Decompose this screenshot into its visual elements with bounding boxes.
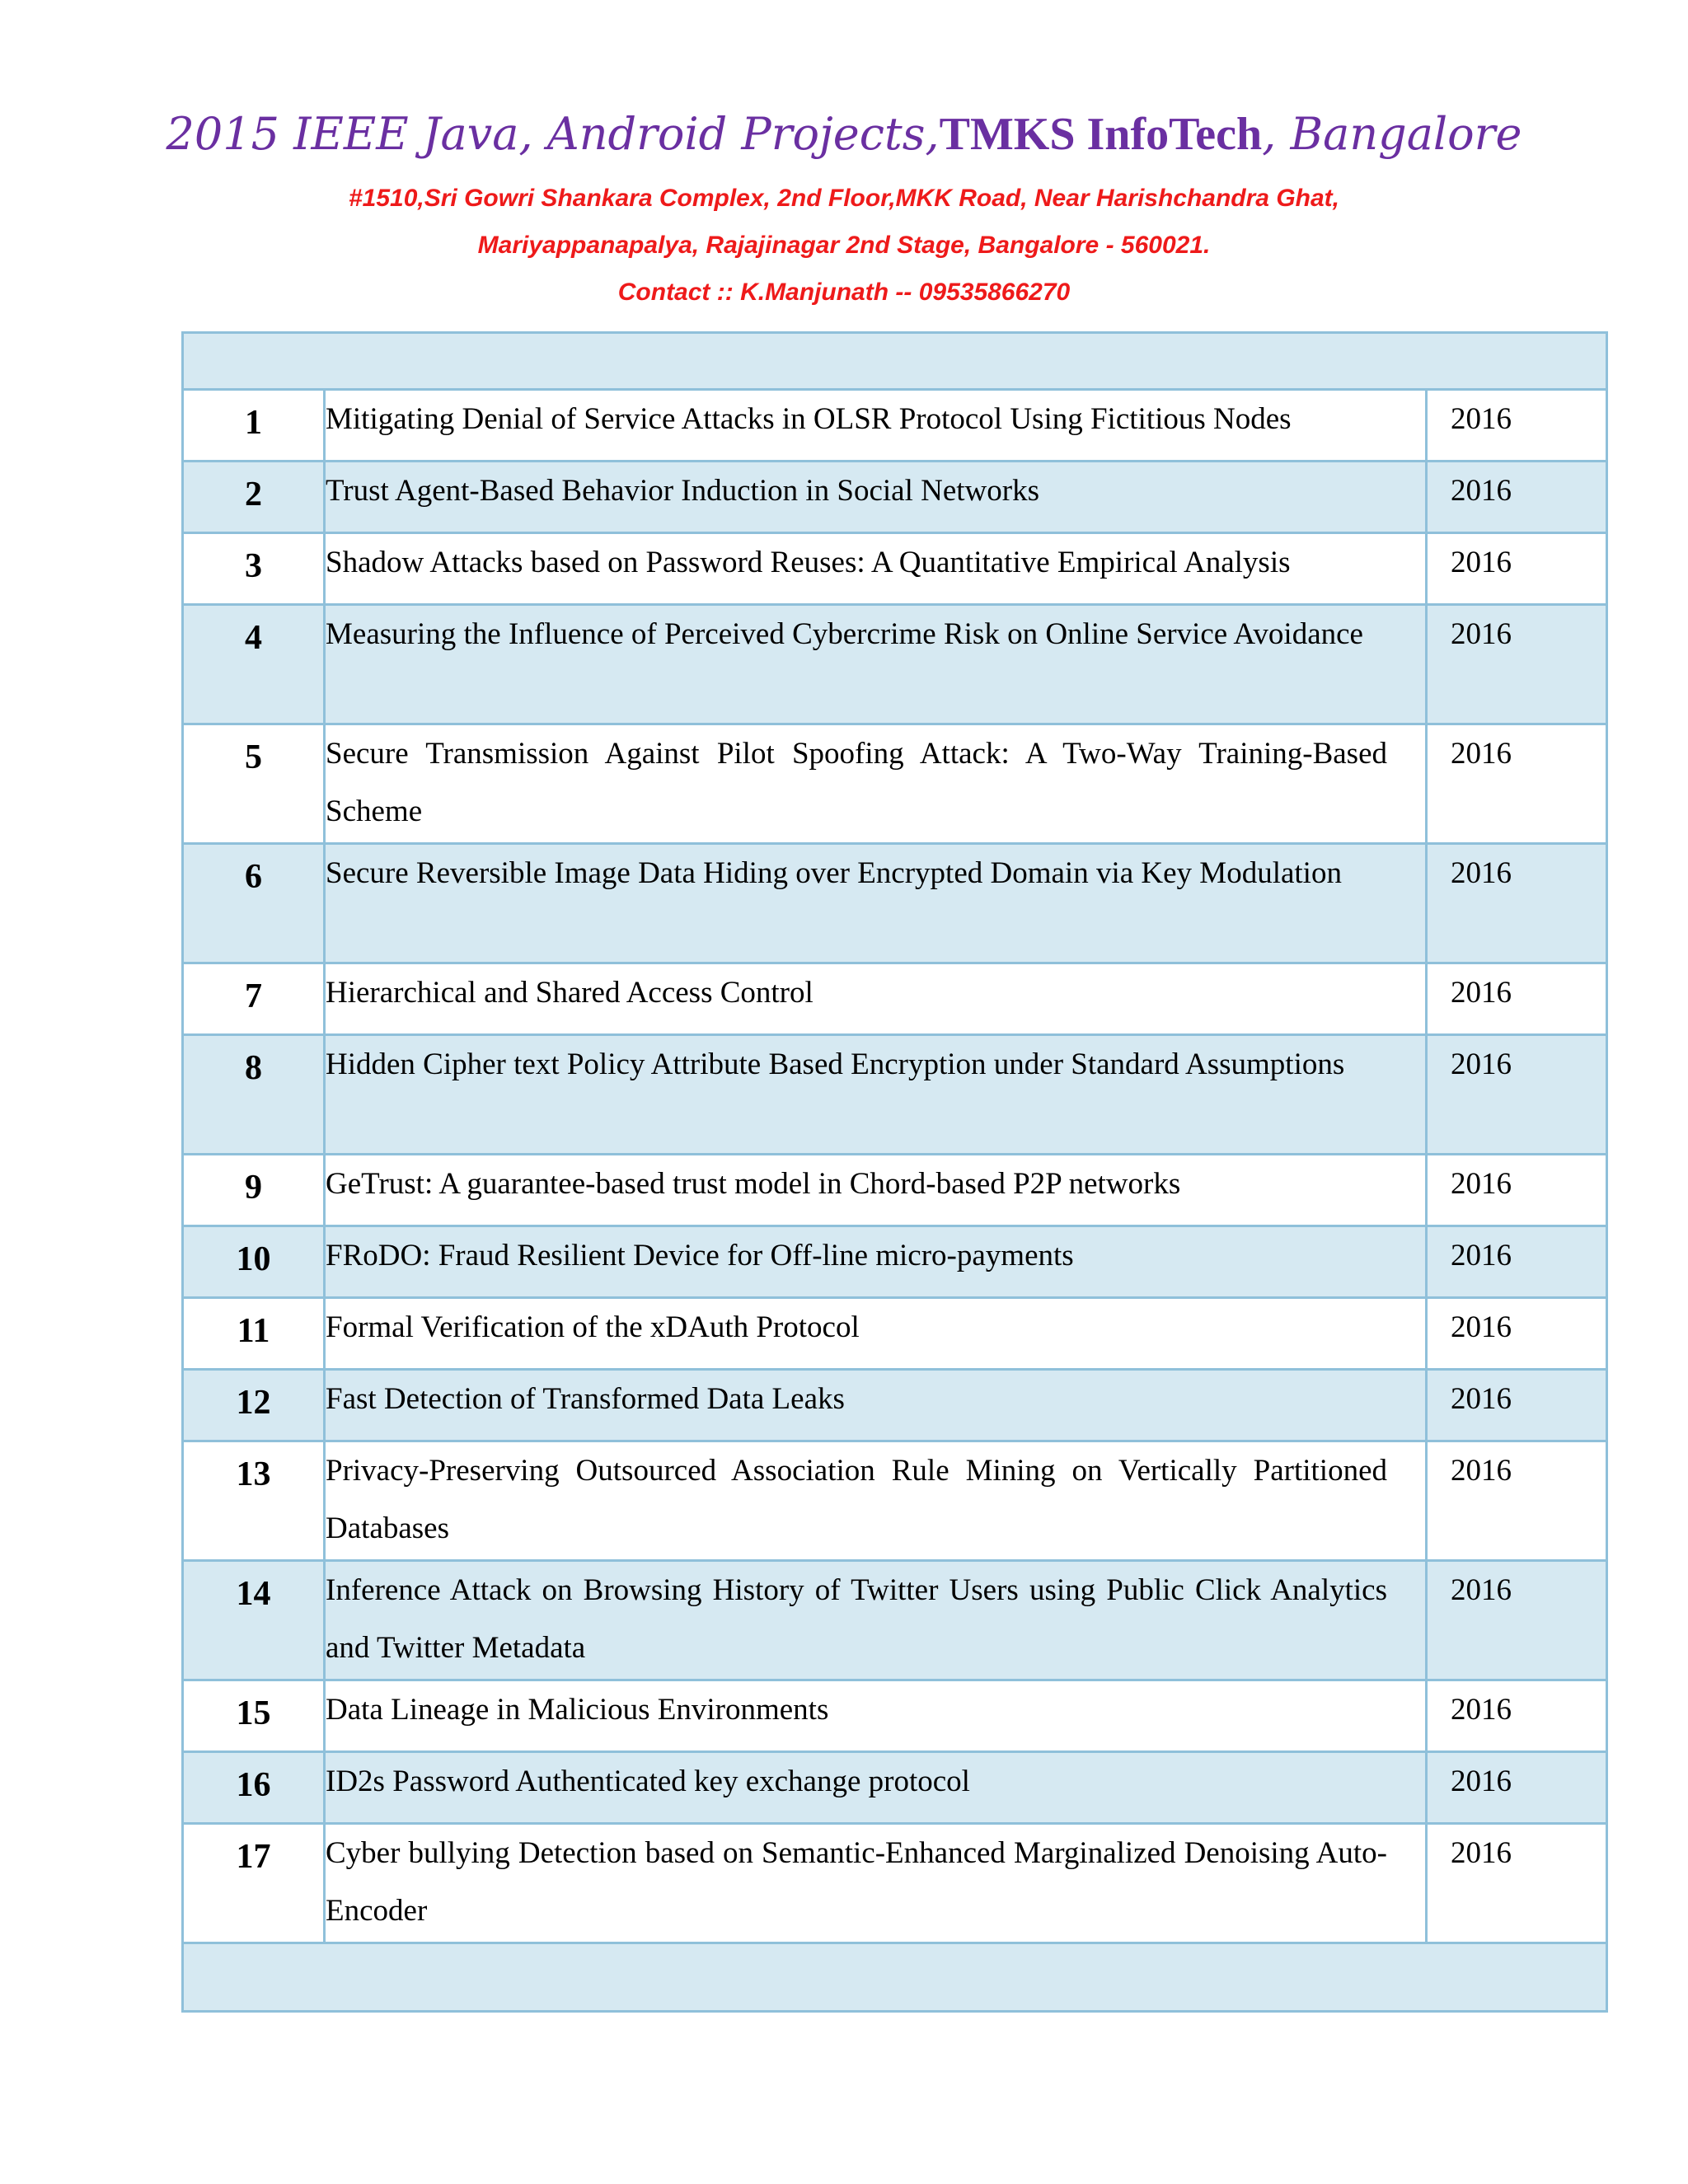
project-number: 4 [183, 605, 325, 724]
project-number: 10 [183, 1226, 325, 1298]
table-row [183, 1298, 1607, 1370]
project-year: 2016 [1427, 1752, 1607, 1824]
project-title: FRoDO: Fraud Resilient Device for Off-line micro-payments [325, 1226, 1427, 1298]
project-year: 2016 [1427, 605, 1607, 724]
project-number: 9 [183, 1155, 325, 1226]
address-line-1: #1510,Sri Gowri Shankara Complex, 2nd Floor,MKK Road, Near Harishchandra Ghat, [348, 185, 1339, 212]
document-header [0, 97, 1688, 316]
project-title: Cyber bullying Detection based on Semantic-Enhanced Marginalized Denoising Auto-Encoder [325, 1824, 1427, 1943]
table-row [183, 1824, 1607, 1943]
project-title: Mitigating Denial of Service Attacks in OLSR Protocol Using Fictitious Nodes [325, 390, 1427, 462]
project-number: 7 [183, 963, 325, 1035]
empty-footer-cell [183, 1943, 1607, 2012]
table-row [183, 1035, 1607, 1155]
table-row [183, 963, 1607, 1035]
project-number: 11 [183, 1298, 325, 1370]
title-company-name: TMKS InfoTech [939, 109, 1263, 160]
table-row [183, 462, 1607, 533]
project-year: 2016 [1427, 844, 1607, 963]
table-row [183, 1441, 1607, 1561]
project-number: 8 [183, 1035, 325, 1155]
project-title: Secure Reversible Image Data Hiding over Encrypted Domain via Key Modulation [325, 844, 1427, 963]
project-title: ID2s Password Authenticated key exchange protocol [325, 1752, 1427, 1824]
table-row [183, 1561, 1607, 1680]
project-title: Hidden Cipher text Policy Attribute Based Encryption under Standard Assumptions [325, 1035, 1427, 1155]
title-part-1: 2015 IEEE Java, Android Projects, [166, 108, 940, 160]
project-number: 6 [183, 844, 325, 963]
project-number: 2 [183, 462, 325, 533]
project-title: GeTrust: A guarantee-based trust model in Chord-based P2P networks [325, 1155, 1427, 1226]
project-year: 2016 [1427, 1561, 1607, 1680]
project-year: 2016 [1427, 963, 1607, 1035]
project-year: 2016 [1427, 1226, 1607, 1298]
table-row [183, 1370, 1607, 1441]
project-year: 2016 [1427, 1680, 1607, 1752]
projects-table [181, 331, 1608, 2013]
project-title: Hierarchical and Shared Access Control [325, 963, 1427, 1035]
project-year: 2016 [1427, 1298, 1607, 1370]
title-part-3: , Bangalore [1262, 108, 1522, 160]
table-row [183, 1155, 1607, 1226]
project-year: 2016 [1427, 533, 1607, 605]
table-row [183, 1752, 1607, 1824]
address-line-2: Mariyappanapalya, Rajajinagar 2nd Stage, Bangalore - 560021. [477, 232, 1211, 259]
project-title: Privacy-Preserving Outsourced Association Rule Mining on Vertically Partitioned Databases [325, 1441, 1427, 1561]
table-row [183, 1226, 1607, 1298]
project-number: 14 [183, 1561, 325, 1680]
table-row [183, 605, 1607, 724]
project-year: 2016 [1427, 1824, 1607, 1943]
table-row [183, 533, 1607, 605]
project-number: 15 [183, 1680, 325, 1752]
project-number: 1 [183, 390, 325, 462]
project-number: 13 [183, 1441, 325, 1561]
project-number: 16 [183, 1752, 325, 1824]
project-year: 2016 [1427, 462, 1607, 533]
table-row [183, 844, 1607, 963]
table-header-row [183, 333, 1607, 390]
project-title: Inference Attack on Browsing History of Twitter Users using Public Click Analytics and Twitter Metadata [325, 1561, 1427, 1680]
project-title: Measuring the Influence of Perceived Cybercrime Risk on Online Service Avoidance [325, 605, 1427, 724]
empty-header-cell [183, 333, 1607, 390]
project-title: Trust Agent-Based Behavior Induction in Social Networks [325, 462, 1427, 533]
project-year: 2016 [1427, 1155, 1607, 1226]
table-row [183, 724, 1607, 844]
project-number: 5 [183, 724, 325, 844]
project-year: 2016 [1427, 1035, 1607, 1155]
table-row [183, 390, 1607, 462]
table-footer-row [183, 1943, 1607, 2012]
project-title: Shadow Attacks based on Password Reuses: A Quantitative Empirical Analysis [325, 533, 1427, 605]
project-year: 2016 [1427, 390, 1607, 462]
table-row [183, 1680, 1607, 1752]
project-title: Secure Transmission Against Pilot Spoofing Attack: A Two-Way Training-Based Scheme [325, 724, 1427, 844]
page-title [0, 97, 1688, 171]
project-year: 2016 [1427, 1370, 1607, 1441]
project-number: 12 [183, 1370, 325, 1441]
contact-line: Contact :: K.Manjunath -- 09535866270 [617, 279, 1071, 306]
project-title: Data Lineage in Malicious Environments [325, 1680, 1427, 1752]
project-number: 3 [183, 533, 325, 605]
project-year: 2016 [1427, 1441, 1607, 1561]
project-title: Formal Verification of the xDAuth Protocol [325, 1298, 1427, 1370]
project-number: 17 [183, 1824, 325, 1943]
project-year: 2016 [1427, 724, 1607, 844]
project-title: Fast Detection of Transformed Data Leaks [325, 1370, 1427, 1441]
